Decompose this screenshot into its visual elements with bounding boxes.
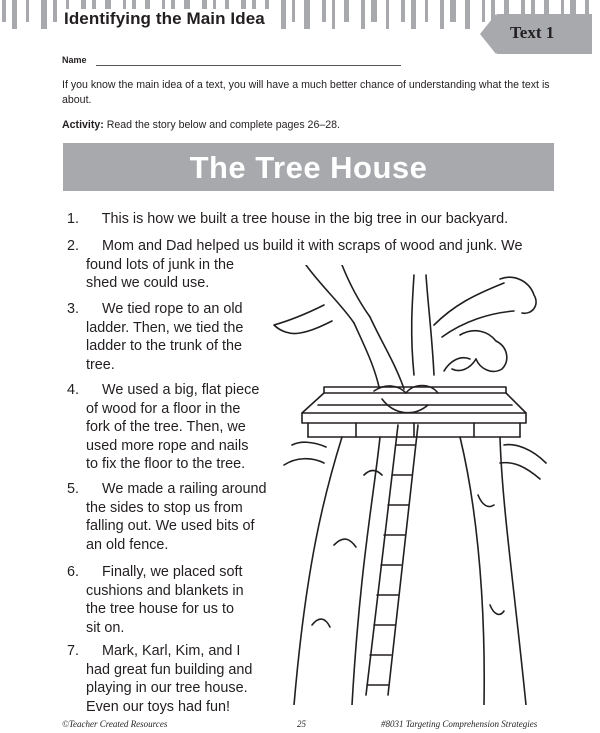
story-item-line: cushions and blankets in <box>86 582 244 599</box>
story-item-line: Even our toys had fun! <box>86 698 230 715</box>
story-item-line: Mark, Karl, Kim, and I <box>86 643 241 659</box>
story-item-line: the sides to stop us from <box>86 499 243 516</box>
story-item-line: We made a railing around <box>86 481 267 497</box>
story-item-line: had great fun building and <box>86 661 253 678</box>
story-item-number: 1. <box>67 211 80 227</box>
story-item-line: found lots of junk in the <box>86 256 235 273</box>
text-number-label: Text 1 <box>510 23 555 42</box>
story-item-line: used more rope and nails <box>86 437 249 454</box>
story-item-number: 4. <box>67 382 80 398</box>
story-item-line: fork of the tree. Then, we <box>86 419 246 436</box>
story-item-line: falling out. We used bits of <box>86 518 255 535</box>
intro-paragraph: If you know the main idea of a text, you will have a much better chance of understanding what the text is about. <box>62 79 550 106</box>
story-item-line: to fix the floor to the tree. <box>86 456 246 473</box>
tree-house-illustration <box>264 265 554 705</box>
name-label: Name <box>62 55 87 65</box>
activity-text: Read the story below and complete pages 26–28. <box>103 119 340 131</box>
story-item-line: shed we could use. <box>86 275 210 292</box>
story-item-line: tree. <box>86 356 115 373</box>
worksheet-title: Identifying the Main Idea <box>60 9 269 29</box>
story-item-line: of wood for a floor in the <box>86 400 241 417</box>
story-item-line: ladder to the trunk of the <box>86 338 242 355</box>
footer-page-number: 25 <box>297 719 306 729</box>
story-item-line: Mom and Dad helped us build it with scraps of wood and junk. We <box>86 238 523 254</box>
story-item-line: playing in our tree house. <box>86 680 248 697</box>
footer-publisher: ©Teacher Created Resources <box>62 719 168 729</box>
story-item-number: 5. <box>67 481 80 497</box>
story-item-line: an old fence. <box>86 536 169 553</box>
story-item-line: Finally, we placed soft <box>86 564 243 580</box>
story-item-line: ladder. Then, we tied the <box>86 319 244 336</box>
story-item-number: 6. <box>67 564 80 580</box>
story-title: The Tree House <box>189 150 428 185</box>
story-item-number: 7. <box>67 643 80 659</box>
activity-label: Activity: <box>62 119 104 131</box>
story-item-line: We used a big, flat piece <box>86 382 260 398</box>
story-item-line: the tree house for us to <box>86 601 234 618</box>
story-item-number: 2. <box>67 238 80 254</box>
footer-product: #8031 Targeting Comprehension Strategies <box>381 719 538 729</box>
story-item-line: sit on. <box>86 619 125 636</box>
story-item-number: 3. <box>67 301 80 317</box>
story-item-line: We tied rope to an old <box>86 301 243 317</box>
story-item-line: This is how we built a tree house in the big tree in our backyard. <box>86 211 509 227</box>
